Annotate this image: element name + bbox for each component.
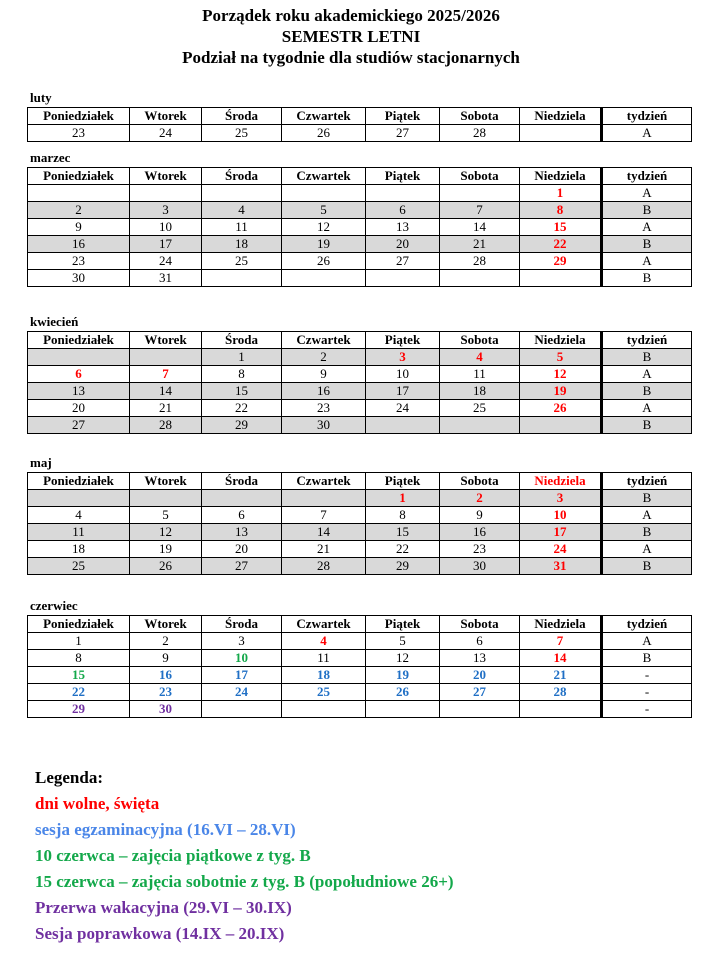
day-cell <box>282 701 366 718</box>
table-row <box>28 701 692 718</box>
legend-item-june-10: 10 czerwca – zajęcia piątkowe z tyg. B <box>35 846 311 865</box>
header-cell-week: tydzień <box>602 168 692 185</box>
day-cell: 3 <box>520 490 602 507</box>
day-cell: 29 <box>366 558 440 575</box>
day-cell: 28 <box>130 417 202 434</box>
table-row <box>28 185 692 202</box>
day-cell: 24 <box>366 400 440 417</box>
day-cell: 22 <box>520 236 602 253</box>
day-cell: 11 <box>202 219 282 236</box>
day-cell: 18 <box>28 541 130 558</box>
day-cell <box>202 270 282 287</box>
day-cell: 4 <box>282 633 366 650</box>
day-cell: 1 <box>366 490 440 507</box>
day-cell <box>366 417 440 434</box>
day-cell: 10 <box>520 507 602 524</box>
table-row <box>28 650 692 667</box>
day-cell: 10 <box>130 219 202 236</box>
day-cell: 26 <box>520 400 602 417</box>
day-cell: 8 <box>28 650 130 667</box>
page-title-line3: Podział na tygodnie dla studiów stacjonarnych <box>182 48 520 67</box>
header-cell-fri: Piątek <box>366 168 440 185</box>
header-cell-wed: Środa <box>202 473 282 490</box>
header-cell-thu: Czwartek <box>282 332 366 349</box>
day-cell: 26 <box>366 684 440 701</box>
month-table <box>27 107 692 142</box>
table-header-row <box>28 616 692 633</box>
week-cell: A <box>602 125 692 142</box>
header-cell-mon: Poniedziałek <box>28 332 130 349</box>
table-row <box>28 253 692 270</box>
day-cell: 11 <box>28 524 130 541</box>
table-row <box>28 383 692 400</box>
day-cell <box>440 417 520 434</box>
day-cell: 10 <box>366 366 440 383</box>
week-cell: B <box>602 417 692 434</box>
day-cell: 4 <box>202 202 282 219</box>
day-cell <box>202 701 282 718</box>
day-cell: 16 <box>28 236 130 253</box>
header-cell-sat: Sobota <box>440 168 520 185</box>
day-cell: 24 <box>520 541 602 558</box>
day-cell: 25 <box>282 684 366 701</box>
header-cell-sun: Niedziela <box>520 473 602 490</box>
day-cell <box>202 490 282 507</box>
table-row <box>28 125 692 142</box>
day-cell: 21 <box>130 400 202 417</box>
week-cell: A <box>602 633 692 650</box>
day-cell: 14 <box>282 524 366 541</box>
table-row <box>28 400 692 417</box>
day-cell: 9 <box>282 366 366 383</box>
day-cell: 18 <box>440 383 520 400</box>
month-table <box>27 167 692 287</box>
table-row <box>28 490 692 507</box>
week-cell: B <box>602 490 692 507</box>
day-cell: 10 <box>202 650 282 667</box>
day-cell: 5 <box>366 633 440 650</box>
day-cell: 16 <box>130 667 202 684</box>
month-label: czerwiec <box>30 598 78 613</box>
day-cell: 13 <box>28 383 130 400</box>
table-row <box>28 349 692 366</box>
table-row <box>28 667 692 684</box>
day-cell: 2 <box>130 633 202 650</box>
month-label: maj <box>30 455 52 470</box>
day-cell: 14 <box>520 650 602 667</box>
day-cell: 28 <box>282 558 366 575</box>
header-cell-fri: Piątek <box>366 332 440 349</box>
day-cell <box>366 185 440 202</box>
day-cell: 17 <box>202 667 282 684</box>
day-cell: 27 <box>202 558 282 575</box>
day-cell: 5 <box>130 507 202 524</box>
day-cell <box>282 270 366 287</box>
day-cell: 25 <box>202 125 282 142</box>
header-cell-sat: Sobota <box>440 332 520 349</box>
day-cell: 27 <box>440 684 520 701</box>
day-cell: 25 <box>202 253 282 270</box>
table-row <box>28 684 692 701</box>
day-cell: 9 <box>130 650 202 667</box>
legend-item-summer-break: Przerwa wakacyjna (29.VI – 30.IX) <box>35 898 292 917</box>
day-cell: 17 <box>520 524 602 541</box>
day-cell <box>366 701 440 718</box>
day-cell: 11 <box>282 650 366 667</box>
day-cell: 20 <box>202 541 282 558</box>
day-cell <box>130 185 202 202</box>
day-cell: 15 <box>366 524 440 541</box>
day-cell: 28 <box>440 125 520 142</box>
day-cell: 6 <box>28 366 130 383</box>
header-cell-fri: Piątek <box>366 108 440 125</box>
day-cell: 26 <box>282 253 366 270</box>
day-cell <box>28 185 130 202</box>
header-cell-fri: Piątek <box>366 473 440 490</box>
month-label: marzec <box>30 150 71 165</box>
table-row <box>28 219 692 236</box>
header-cell-week: tydzień <box>602 473 692 490</box>
week-cell: B <box>602 524 692 541</box>
table-header-row <box>28 168 692 185</box>
day-cell: 27 <box>366 125 440 142</box>
header-cell-thu: Czwartek <box>282 473 366 490</box>
day-cell: 21 <box>520 667 602 684</box>
header-cell-sat: Sobota <box>440 108 520 125</box>
header-cell-sat: Sobota <box>440 616 520 633</box>
day-cell: 19 <box>366 667 440 684</box>
header-cell-wed: Środa <box>202 616 282 633</box>
day-cell: 23 <box>440 541 520 558</box>
day-cell: 29 <box>202 417 282 434</box>
week-cell: - <box>602 667 692 684</box>
table-row <box>28 507 692 524</box>
day-cell: 7 <box>282 507 366 524</box>
day-cell <box>520 701 602 718</box>
day-cell: 26 <box>130 558 202 575</box>
header-cell-mon: Poniedziałek <box>28 168 130 185</box>
day-cell: 30 <box>282 417 366 434</box>
table-row <box>28 541 692 558</box>
day-cell: 28 <box>440 253 520 270</box>
table-row <box>28 558 692 575</box>
header-cell-sun: Niedziela <box>520 108 602 125</box>
legend-title: Legenda: <box>35 768 103 787</box>
day-cell: 21 <box>282 541 366 558</box>
day-cell: 14 <box>130 383 202 400</box>
day-cell <box>440 270 520 287</box>
day-cell: 19 <box>282 236 366 253</box>
header-cell-tue: Wtorek <box>130 473 202 490</box>
header-cell-thu: Czwartek <box>282 616 366 633</box>
header-cell-sat: Sobota <box>440 473 520 490</box>
table-row <box>28 236 692 253</box>
week-cell: B <box>602 270 692 287</box>
day-cell: 8 <box>366 507 440 524</box>
day-cell: 22 <box>28 684 130 701</box>
header-cell-tue: Wtorek <box>130 168 202 185</box>
header-cell-wed: Środa <box>202 108 282 125</box>
table-row <box>28 202 692 219</box>
day-cell <box>130 349 202 366</box>
header-cell-thu: Czwartek <box>282 168 366 185</box>
day-cell: 1 <box>202 349 282 366</box>
day-cell: 6 <box>366 202 440 219</box>
table-row <box>28 366 692 383</box>
day-cell: 16 <box>440 524 520 541</box>
header-cell-fri: Piątek <box>366 616 440 633</box>
day-cell: 24 <box>130 125 202 142</box>
week-cell: A <box>602 400 692 417</box>
day-cell: 18 <box>282 667 366 684</box>
header-cell-thu: Czwartek <box>282 108 366 125</box>
day-cell: 19 <box>520 383 602 400</box>
week-cell: B <box>602 236 692 253</box>
day-cell: 17 <box>366 383 440 400</box>
month-label: kwiecień <box>30 314 79 329</box>
day-cell: 22 <box>202 400 282 417</box>
day-cell: 6 <box>202 507 282 524</box>
header-cell-wed: Środa <box>202 168 282 185</box>
day-cell: 29 <box>28 701 130 718</box>
legend-item-exam-session: sesja egzaminacyjna (16.VI – 28.VI) <box>35 820 296 839</box>
day-cell: 31 <box>130 270 202 287</box>
day-cell <box>282 185 366 202</box>
table-row <box>28 417 692 434</box>
month-label: luty <box>30 90 52 105</box>
day-cell: 25 <box>28 558 130 575</box>
day-cell: 20 <box>366 236 440 253</box>
day-cell: 4 <box>28 507 130 524</box>
day-cell: 23 <box>28 125 130 142</box>
day-cell: 1 <box>520 185 602 202</box>
day-cell: 3 <box>130 202 202 219</box>
month-table <box>27 472 692 575</box>
day-cell: 20 <box>440 667 520 684</box>
day-cell: 8 <box>520 202 602 219</box>
day-cell: 30 <box>440 558 520 575</box>
day-cell: 28 <box>520 684 602 701</box>
day-cell: 1 <box>28 633 130 650</box>
header-cell-week: tydzień <box>602 332 692 349</box>
week-cell: - <box>602 684 692 701</box>
day-cell <box>130 490 202 507</box>
day-cell <box>28 349 130 366</box>
day-cell <box>282 490 366 507</box>
week-cell: A <box>602 507 692 524</box>
day-cell: 5 <box>282 202 366 219</box>
week-cell: A <box>602 541 692 558</box>
table-header-row <box>28 332 692 349</box>
legend-item-resit-session: Sesja poprawkowa (14.IX – 20.IX) <box>35 924 285 943</box>
day-cell <box>28 490 130 507</box>
day-cell: 14 <box>440 219 520 236</box>
day-cell: 15 <box>202 383 282 400</box>
day-cell: 13 <box>202 524 282 541</box>
day-cell: 15 <box>28 667 130 684</box>
day-cell: 6 <box>440 633 520 650</box>
page-title-line1: Porządek roku akademickiego 2025/2026 <box>202 6 500 25</box>
header-cell-week: tydzień <box>602 616 692 633</box>
header-cell-tue: Wtorek <box>130 108 202 125</box>
day-cell: 24 <box>130 253 202 270</box>
month-table <box>27 615 692 718</box>
day-cell: 3 <box>366 349 440 366</box>
page-title-line2: SEMESTR LETNI <box>281 27 421 46</box>
week-cell: A <box>602 185 692 202</box>
day-cell: 31 <box>520 558 602 575</box>
day-cell: 12 <box>130 524 202 541</box>
header-cell-tue: Wtorek <box>130 332 202 349</box>
day-cell: 9 <box>440 507 520 524</box>
header-cell-tue: Wtorek <box>130 616 202 633</box>
day-cell: 2 <box>28 202 130 219</box>
week-cell: B <box>602 383 692 400</box>
legend-item-june-15: 15 czerwca – zajęcia sobotnie z tyg. B (popołudniowe 26+) <box>35 872 454 891</box>
day-cell: 7 <box>130 366 202 383</box>
day-cell: 5 <box>520 349 602 366</box>
month-table <box>27 331 692 434</box>
day-cell: 11 <box>440 366 520 383</box>
day-cell: 12 <box>366 650 440 667</box>
week-cell: B <box>602 650 692 667</box>
table-header-row <box>28 473 692 490</box>
day-cell: 17 <box>130 236 202 253</box>
header-cell-mon: Poniedziałek <box>28 616 130 633</box>
day-cell: 23 <box>28 253 130 270</box>
week-cell: B <box>602 349 692 366</box>
day-cell: 24 <box>202 684 282 701</box>
table-row <box>28 270 692 287</box>
day-cell: 26 <box>282 125 366 142</box>
table-header-row <box>28 108 692 125</box>
day-cell: 12 <box>520 366 602 383</box>
day-cell: 18 <box>202 236 282 253</box>
day-cell: 7 <box>440 202 520 219</box>
day-cell: 16 <box>282 383 366 400</box>
header-cell-sun: Niedziela <box>520 616 602 633</box>
week-cell: B <box>602 558 692 575</box>
day-cell: 27 <box>28 417 130 434</box>
week-cell: A <box>602 366 692 383</box>
day-cell: 13 <box>440 650 520 667</box>
day-cell: 27 <box>366 253 440 270</box>
header-cell-wed: Środa <box>202 332 282 349</box>
day-cell <box>520 270 602 287</box>
week-cell: A <box>602 253 692 270</box>
day-cell: 23 <box>282 400 366 417</box>
day-cell: 13 <box>366 219 440 236</box>
day-cell: 2 <box>282 349 366 366</box>
day-cell: 22 <box>366 541 440 558</box>
day-cell: 30 <box>28 270 130 287</box>
day-cell <box>440 701 520 718</box>
legend-item-holidays: dni wolne, święta <box>35 794 160 813</box>
day-cell <box>520 417 602 434</box>
header-cell-sun: Niedziela <box>520 332 602 349</box>
day-cell <box>520 125 602 142</box>
week-cell: B <box>602 202 692 219</box>
day-cell: 2 <box>440 490 520 507</box>
day-cell: 3 <box>202 633 282 650</box>
day-cell: 29 <box>520 253 602 270</box>
day-cell <box>440 185 520 202</box>
day-cell: 20 <box>28 400 130 417</box>
day-cell: 30 <box>130 701 202 718</box>
header-cell-week: tydzień <box>602 108 692 125</box>
header-cell-mon: Poniedziałek <box>28 108 130 125</box>
week-cell: - <box>602 701 692 718</box>
day-cell: 19 <box>130 541 202 558</box>
header-cell-mon: Poniedziałek <box>28 473 130 490</box>
day-cell: 25 <box>440 400 520 417</box>
day-cell <box>366 270 440 287</box>
day-cell: 21 <box>440 236 520 253</box>
week-cell: A <box>602 219 692 236</box>
day-cell: 23 <box>130 684 202 701</box>
day-cell: 8 <box>202 366 282 383</box>
day-cell: 15 <box>520 219 602 236</box>
header-cell-sun: Niedziela <box>520 168 602 185</box>
day-cell <box>202 185 282 202</box>
day-cell: 9 <box>28 219 130 236</box>
table-row <box>28 633 692 650</box>
day-cell: 7 <box>520 633 602 650</box>
day-cell: 12 <box>282 219 366 236</box>
day-cell: 4 <box>440 349 520 366</box>
table-row <box>28 524 692 541</box>
